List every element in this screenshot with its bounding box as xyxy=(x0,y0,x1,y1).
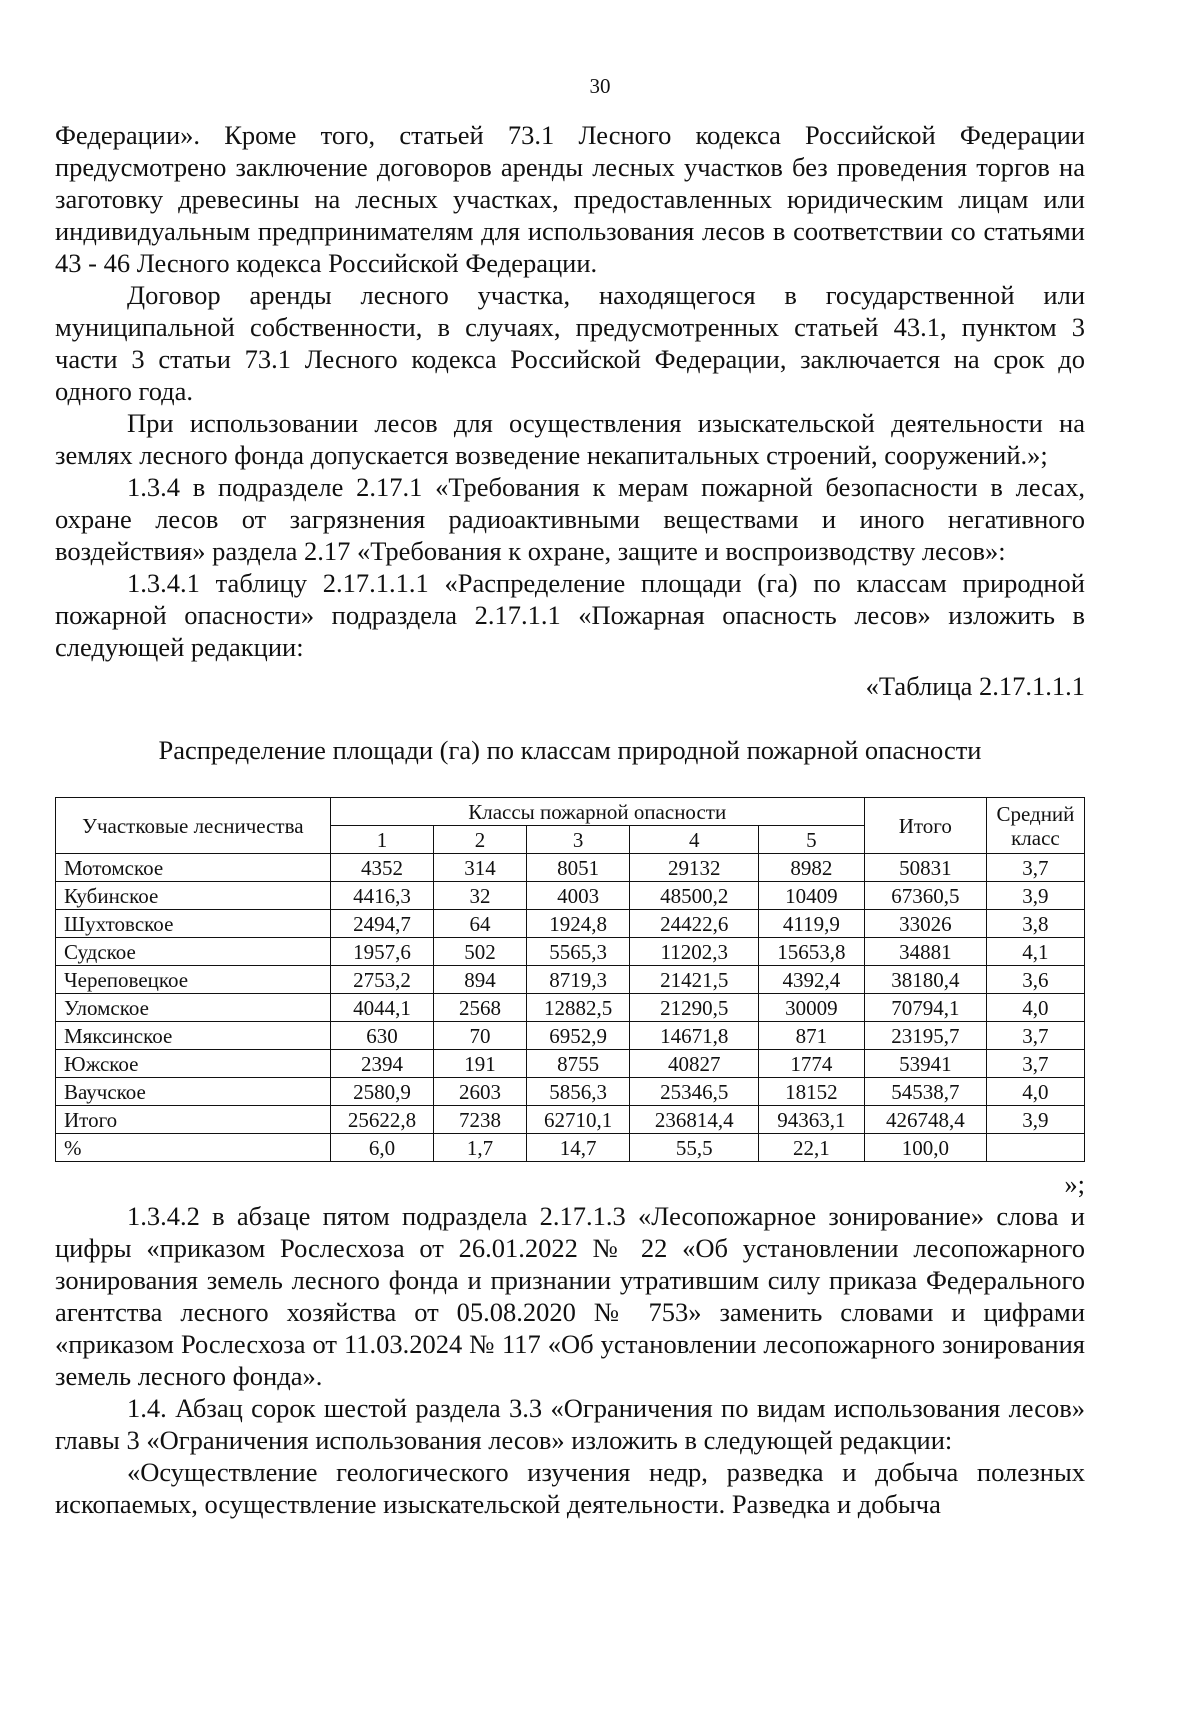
value-cell: 6952,9 xyxy=(526,1022,630,1050)
value-cell: 70 xyxy=(434,1022,527,1050)
value-cell: 4003 xyxy=(526,882,630,910)
value-cell: 64 xyxy=(434,910,527,938)
forest-fire-table xyxy=(55,797,1085,1162)
value-cell: 48500,2 xyxy=(630,882,759,910)
header-classes: Классы пожарной опасности xyxy=(330,798,864,826)
value-cell: 3,7 xyxy=(986,1050,1084,1078)
value-cell: 22,1 xyxy=(759,1134,865,1162)
table-row xyxy=(56,1134,1085,1162)
value-cell: 70794,1 xyxy=(864,994,986,1022)
value-cell: 4,1 xyxy=(986,938,1084,966)
value-cell: 8982 xyxy=(759,854,865,882)
value-cell: 29132 xyxy=(630,854,759,882)
forestry-name-cell: Итого xyxy=(56,1106,331,1134)
value-cell: 4,0 xyxy=(986,1078,1084,1106)
value-cell: 32 xyxy=(434,882,527,910)
value-cell: 314 xyxy=(434,854,527,882)
forestry-name-cell: Кубинское xyxy=(56,882,331,910)
value-cell: 894 xyxy=(434,966,527,994)
forestry-name-cell: Шухтовское xyxy=(56,910,331,938)
paragraphs-after xyxy=(55,1200,1085,1520)
forestry-name-cell: Уломское xyxy=(56,994,331,1022)
value-cell: 55,5 xyxy=(630,1134,759,1162)
value-cell: 4119,9 xyxy=(759,910,865,938)
table-row xyxy=(56,994,1085,1022)
paragraph: Договор аренды лесного участка, находящегося в государственной или муниципальной собственности, в случаях, предусмотренных статьей 43.1, пунктом 3 части 3 статьи 73.1 Лесного кодекса Российской Федерации, заключается на срок до одного года. xyxy=(55,280,1085,406)
value-cell: 502 xyxy=(434,938,527,966)
value-cell: 21421,5 xyxy=(630,966,759,994)
value-cell: 3,7 xyxy=(986,854,1084,882)
table-row xyxy=(56,882,1085,910)
document-body xyxy=(55,119,1085,1520)
value-cell: 4352 xyxy=(330,854,434,882)
value-cell: 38180,4 xyxy=(864,966,986,994)
value-cell: 40827 xyxy=(630,1050,759,1078)
paragraph: Федерации». Кроме того, статьей 73.1 Лесного кодекса Российской Федерации предусмотрено заключение договоров аренды лесных участков без проведения торгов на заготовку древесины на лесных участках, предоставленных юридическим лицам или индивидуальным предпринимателям для использования лесов в соответствии со статьями 43 - 46 Лесного кодекса Российской Федерации. xyxy=(55,120,1085,278)
header-class-2: 2 xyxy=(434,826,527,854)
value-cell: 62710,1 xyxy=(526,1106,630,1134)
header-class-1: 1 xyxy=(330,826,434,854)
value-cell: 4044,1 xyxy=(330,994,434,1022)
table-row xyxy=(56,1078,1085,1106)
value-cell: 3,6 xyxy=(986,966,1084,994)
table-row xyxy=(56,854,1085,882)
value-cell: 1957,6 xyxy=(330,938,434,966)
value-cell: 33026 xyxy=(864,910,986,938)
value-cell: 10409 xyxy=(759,882,865,910)
value-cell: 7238 xyxy=(434,1106,527,1134)
value-cell: 1774 xyxy=(759,1050,865,1078)
value-cell: 8719,3 xyxy=(526,966,630,994)
value-cell: 4,0 xyxy=(986,994,1084,1022)
paragraph: 1.4. Абзац сорок шестой раздела 3.3 «Ограничения по видам использования лесов» главы 3 «Ограничения использования лесов» изложить в следующей редакции: xyxy=(55,1393,1085,1455)
value-cell: 3,7 xyxy=(986,1022,1084,1050)
table-row xyxy=(56,938,1085,966)
value-cell: 2603 xyxy=(434,1078,527,1106)
value-cell: 2494,7 xyxy=(330,910,434,938)
forestry-name-cell: Череповецкое xyxy=(56,966,331,994)
forestry-name-cell: Ваучское xyxy=(56,1078,331,1106)
value-cell: 94363,1 xyxy=(759,1106,865,1134)
value-cell: 2753,2 xyxy=(330,966,434,994)
table-row xyxy=(56,1050,1085,1078)
value-cell: 630 xyxy=(330,1022,434,1050)
paragraph: 1.3.4.2 в абзаце пятом подраздела 2.17.1.3 «Лесопожарное зонирование» слова и цифры «приказом Рослесхоза от 26.01.2022 № 22 «Об установлении лесопожарного зонирования земель лесного фонда и признании утратившим силу приказа Федерального агентства лесного хозяйства от 05.08.2020 № 753» заменить словами и цифрами «приказом Рослесхоза от 11.03.2024 № 117 «Об установлении лесопожарного зонирования земель лесного фонда». xyxy=(55,1201,1085,1391)
value-cell: 50831 xyxy=(864,854,986,882)
header-class-5: 5 xyxy=(759,826,865,854)
value-cell: 18152 xyxy=(759,1078,865,1106)
value-cell: 54538,7 xyxy=(864,1078,986,1106)
forestry-name-cell: Южское xyxy=(56,1050,331,1078)
header-class-4: 4 xyxy=(630,826,759,854)
value-cell: 5565,3 xyxy=(526,938,630,966)
paragraph: При использовании лесов для осуществления изыскательской деятельности на землях лесного фонда допускается возведение некапитальных строений, сооружений.»; xyxy=(55,408,1085,470)
value-cell: 871 xyxy=(759,1022,865,1050)
value-cell: 236814,4 xyxy=(630,1106,759,1134)
value-cell: 6,0 xyxy=(330,1134,434,1162)
value-cell: 8755 xyxy=(526,1050,630,1078)
table-body xyxy=(56,854,1085,1162)
table-row xyxy=(56,1022,1085,1050)
value-cell: 24422,6 xyxy=(630,910,759,938)
value-cell: 2580,9 xyxy=(330,1078,434,1106)
table-row xyxy=(56,910,1085,938)
value-cell: 2394 xyxy=(330,1050,434,1078)
table-row xyxy=(56,966,1085,994)
value-cell: 34881 xyxy=(864,938,986,966)
value-cell: 1924,8 xyxy=(526,910,630,938)
value-cell: 5856,3 xyxy=(526,1078,630,1106)
forestry-name-cell: % xyxy=(56,1134,331,1162)
value-cell: 191 xyxy=(434,1050,527,1078)
header-class-3: 3 xyxy=(526,826,630,854)
value-cell: 23195,7 xyxy=(864,1022,986,1050)
value-cell: 12882,5 xyxy=(526,994,630,1022)
value-cell: 1,7 xyxy=(434,1134,527,1162)
value-cell xyxy=(986,1134,1084,1162)
value-cell: 25622,8 xyxy=(330,1106,434,1134)
table-caption: Распределение площади (га) по классам природной пожарной опасности xyxy=(158,735,982,765)
value-cell: 11202,3 xyxy=(630,938,759,966)
header-avg-class: Средний класс xyxy=(986,798,1084,854)
table-row xyxy=(56,1106,1085,1134)
value-cell: 53941 xyxy=(864,1050,986,1078)
paragraph: 1.3.4.1 таблицу 2.17.1.1.1 «Распределение площади (га) по классам природной пожарной опасности» подраздела 2.17.1.1 «Пожарная опасность лесов» изложить в следующей редакции: xyxy=(55,568,1085,662)
forestry-name-cell: Мотомское xyxy=(56,854,331,882)
table-label: «Таблица 2.17.1.1.1 xyxy=(865,671,1085,701)
value-cell: 4392,4 xyxy=(759,966,865,994)
value-cell: 21290,5 xyxy=(630,994,759,1022)
paragraphs-before xyxy=(55,119,1085,663)
value-cell: 25346,5 xyxy=(630,1078,759,1106)
value-cell: 4416,3 xyxy=(330,882,434,910)
value-cell: 8051 xyxy=(526,854,630,882)
value-cell: 3,8 xyxy=(986,910,1084,938)
value-cell: 2568 xyxy=(434,994,527,1022)
value-cell: 426748,4 xyxy=(864,1106,986,1134)
forestry-name-cell: Судское xyxy=(56,938,331,966)
value-cell: 3,9 xyxy=(986,1106,1084,1134)
value-cell: 67360,5 xyxy=(864,882,986,910)
page-number: 30 xyxy=(589,74,611,98)
forestry-name-cell: Мяксинское xyxy=(56,1022,331,1050)
value-cell: 3,9 xyxy=(986,882,1084,910)
header-total: Итого xyxy=(864,798,986,854)
value-cell: 100,0 xyxy=(864,1134,986,1162)
table-closer: »; xyxy=(1064,1169,1085,1199)
value-cell: 14671,8 xyxy=(630,1022,759,1050)
value-cell: 15653,8 xyxy=(759,938,865,966)
header-forestry: Участковые лесничества xyxy=(56,798,331,854)
value-cell: 14,7 xyxy=(526,1134,630,1162)
paragraph: «Осуществление геологического изучения недр, разведка и добыча полезных ископаемых, осуществление изыскательской деятельности. Разведка и добыча xyxy=(55,1457,1085,1519)
value-cell: 30009 xyxy=(759,994,865,1022)
paragraph: 1.3.4 в подразделе 2.17.1 «Требования к мерам пожарной безопасности в лесах, охране лесов от загрязнения радиоактивными веществами и иного негативного воздействия» раздела 2.17 «Требования к охране, защите и воспроизводству лесов»: xyxy=(55,472,1085,566)
